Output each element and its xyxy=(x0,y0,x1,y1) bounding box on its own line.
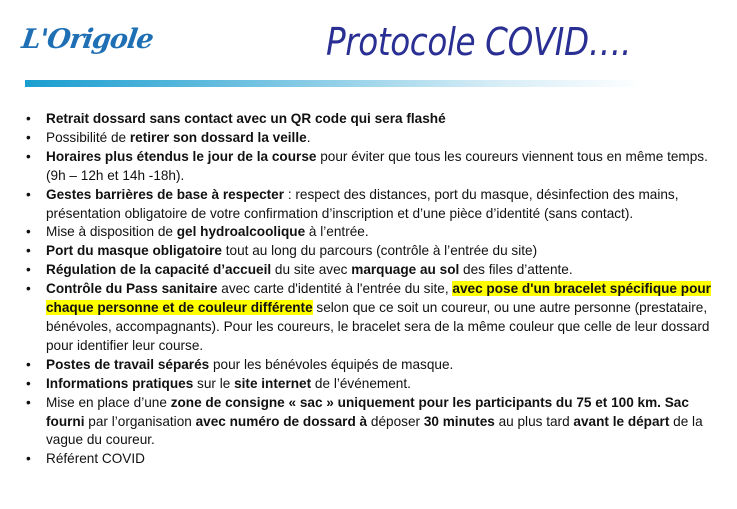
text: par l’organisation xyxy=(84,413,196,429)
bullet-icon: • xyxy=(26,394,31,410)
bullet-icon: • xyxy=(26,451,31,467)
bold-text: marquage au sol xyxy=(351,262,460,278)
bold-text: Informations pratiques xyxy=(46,375,194,391)
list-item xyxy=(0,223,720,242)
bold-text: Retrait dossard sans contact avec un QR code qui sera flashé xyxy=(46,111,446,126)
bold-text: gel hydroalcoolique xyxy=(176,224,306,240)
text: Mise en place d’une xyxy=(46,394,171,410)
bold-text: retirer son dossard la veille xyxy=(129,129,307,145)
text: . xyxy=(306,129,311,145)
text: sur le xyxy=(193,375,235,391)
list-item xyxy=(0,394,720,451)
bullet-icon: • xyxy=(26,129,31,145)
text: pour les bénévoles équipés de masque. xyxy=(209,356,454,372)
list-item xyxy=(0,186,720,224)
text: à l’entrée. xyxy=(305,224,369,240)
bold-text: Gestes barrières de base à respecter xyxy=(46,186,285,202)
list-item xyxy=(0,261,720,280)
bold-text: 30 minutes xyxy=(423,413,495,429)
text: tout au long du parcours (contrôle à l’entrée du site) xyxy=(221,243,538,259)
bullet-icon: • xyxy=(26,224,31,240)
list-item xyxy=(0,148,720,186)
text: selon que ce soit un coureur, ou une autre personne (prestataire, bénévoles, accompagnants). Pour les coureurs, le bracelet sera de la même couleur que celle de leur dossard pour identifier leur course. xyxy=(46,300,710,353)
text: au plus tard xyxy=(494,413,574,429)
page-title: Protocole COVID…. xyxy=(326,20,631,64)
bold-text: site internet xyxy=(234,375,312,391)
text: de l’événement. xyxy=(311,375,411,391)
logo-text: L'Origole xyxy=(19,24,155,55)
text: Mise à disposition de xyxy=(46,224,177,240)
bold-text: avant le départ xyxy=(573,413,670,429)
list-item xyxy=(0,356,720,375)
text: déposer xyxy=(367,413,424,429)
bold-text: Contrôle du Pass sanitaire xyxy=(46,281,218,297)
list-item xyxy=(0,280,720,356)
bold-text: Postes de travail séparés xyxy=(46,356,210,372)
protocol-list xyxy=(0,110,720,469)
list-item xyxy=(0,375,720,394)
text: du site avec xyxy=(271,262,352,278)
bullet-icon: • xyxy=(26,262,31,278)
bullet-icon: • xyxy=(26,243,31,259)
title-underline-divider xyxy=(25,80,645,87)
logo xyxy=(8,12,155,72)
text: des files d’attente. xyxy=(459,262,573,278)
text: pour éviter que tous les coureurs viennent tous en même temps. (9h – 12h et 14h -18h). xyxy=(46,148,708,183)
list-item xyxy=(0,450,720,469)
bold-text: avec numéro de dossard à xyxy=(195,413,368,429)
bold-text: Horaires plus étendus le jour de la course xyxy=(46,148,317,164)
bullet-icon: • xyxy=(26,281,31,297)
text: : respect des distances, port du masque, désinfection des mains, présentation obligatoire de votre confirmation d’inscription et d’une pièce d’identité (sans contact). xyxy=(46,186,679,221)
bullet-icon: • xyxy=(26,148,31,164)
bold-text: Port du masque obligatoire xyxy=(46,243,222,259)
list-item xyxy=(0,242,720,261)
bullet-icon: • xyxy=(26,186,31,202)
highlighted-text: avec pose d'un bracelet spécifique pour chaque personne et de couleur différente xyxy=(46,281,711,316)
text: de la vague du coureur. xyxy=(46,413,703,448)
bullet-icon: • xyxy=(26,111,31,126)
bold-text: zone de consigne « sac » uniquement pour les participants du 75 et 100 km. Sac fourni xyxy=(46,394,689,429)
text: avec carte d'identité à l'entrée du site, xyxy=(217,281,453,297)
bold-text: Régulation de la capacité d’accueil xyxy=(46,262,272,278)
text: Référent COVID xyxy=(46,451,145,467)
bullet-icon: • xyxy=(26,356,31,372)
bullet-icon: • xyxy=(26,375,31,391)
list-item xyxy=(0,110,720,129)
text: Possibilité de xyxy=(46,129,130,145)
list-item xyxy=(0,129,720,148)
